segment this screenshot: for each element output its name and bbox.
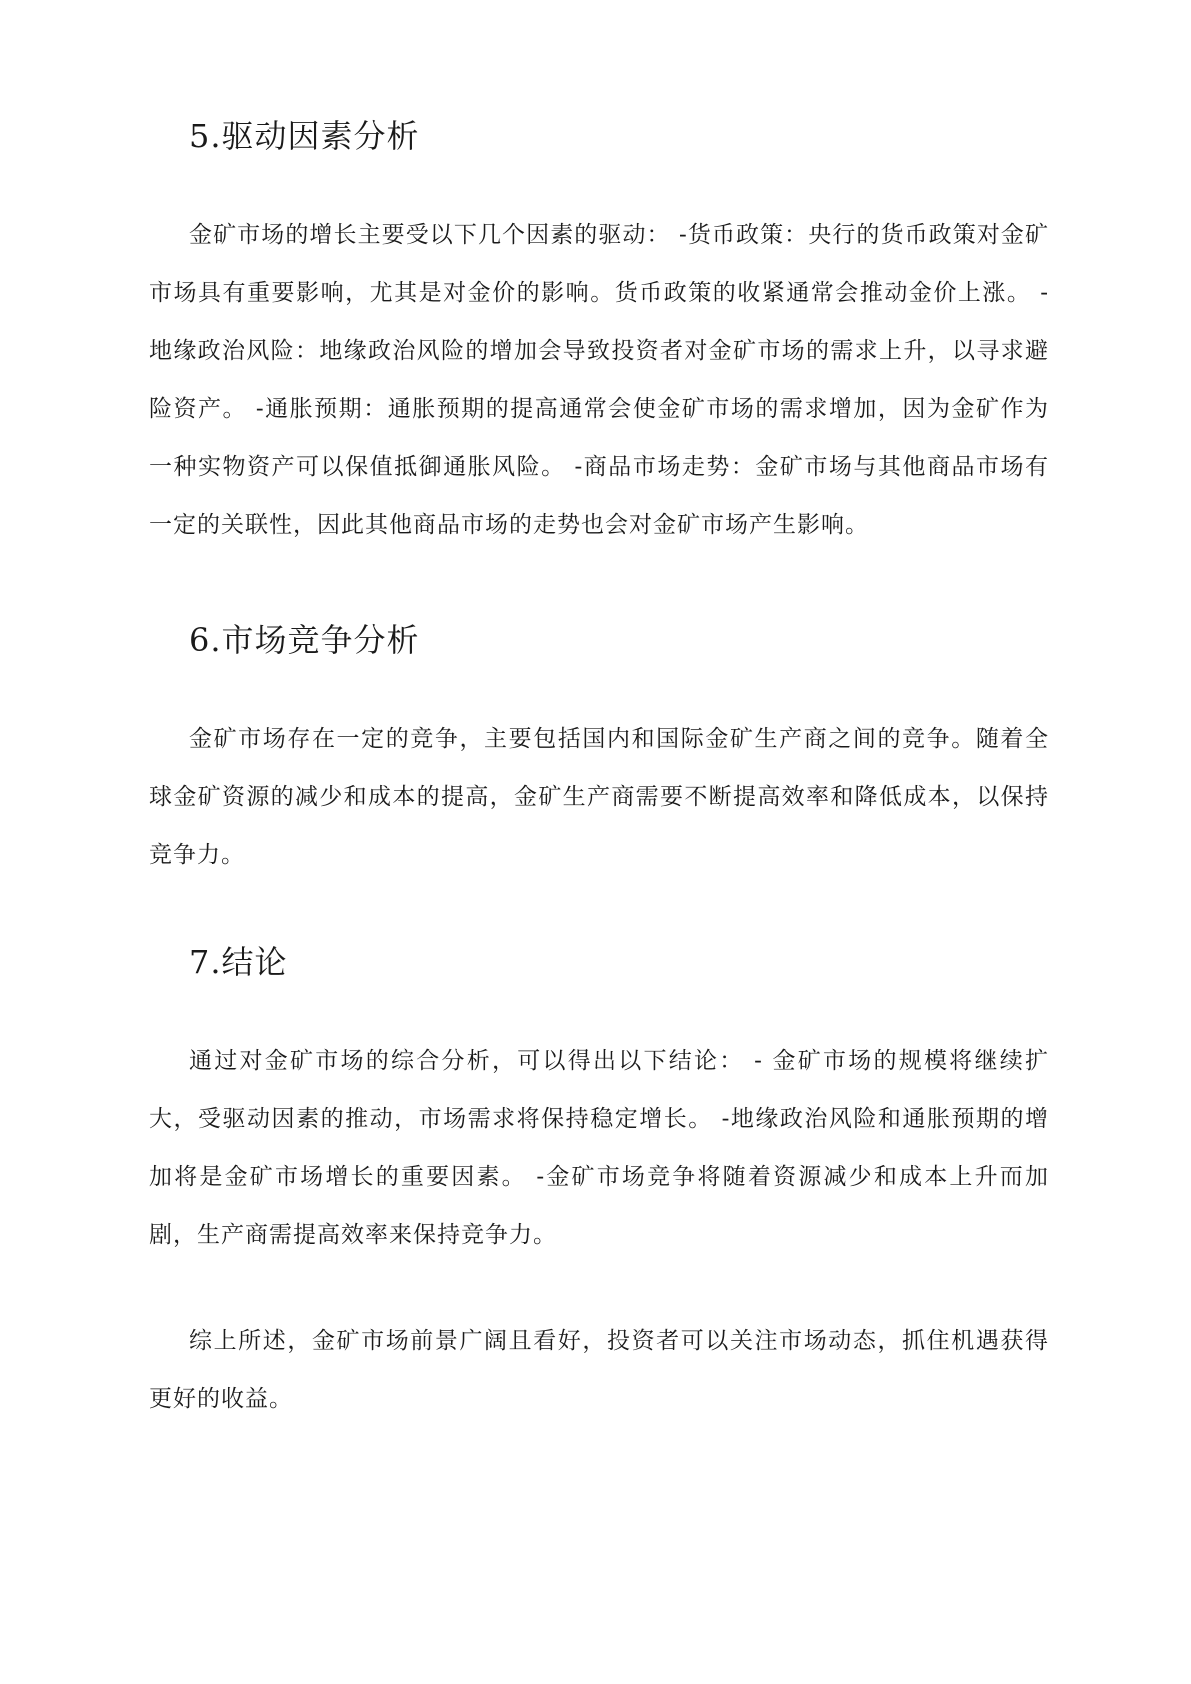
paragraph-competition: 金矿市场存在一定的竞争，主要包括国内和国际金矿生产商之间的竞争。随着全球金矿资源的减少和成本的提高，金矿生产商需要不断提高效率和降低成本，以保持竞争力。 bbox=[149, 726, 1049, 868]
section-heading-conclusion: 7.结论 bbox=[189, 943, 288, 981]
paragraph-conclusion: 通过对金矿市场的综合分析，可以得出以下结论： - 金矿市场的规模将继续扩大，受驱动因素的推动，市场需求将保持稳定增长。 -地缘政治风险和通胀预期的增加将是金矿市场增长的重要因素。 -金矿市场竞争将随着资源减少和成本上升而加剧，生产商需提高效率来保持竞争力。 bbox=[149, 1048, 1049, 1248]
section-heading-drivers: 5.驱动因素分析 bbox=[189, 117, 420, 155]
section-heading-competition: 6.市场竞争分析 bbox=[189, 621, 420, 659]
paragraph-drivers: 金矿市场的增长主要受以下几个因素的驱动： -货币政策：央行的货币政策对金矿市场具有重要影响，尤其是对金价的影响。货币政策的收紧通常会推动金价上涨。 -地缘政治风险：地缘政治风险的增加会导致投资者对金矿市场的需求上升，以寻求避险资产。 -通胀预期：通胀预期的提高通常会使金矿市场的需求增加，因为金矿作为一种实物资产可以保值抵御通胀风险。 -商品市场走势：金矿市场与其他商品市场有一定的关联性，因此其他商品市场的走势也会对金矿市场产生影响。 bbox=[149, 222, 1049, 538]
paragraph-summary: 综上所述，金矿市场前景广阔且看好，投资者可以关注市场动态，抓住机遇获得更好的收益。 bbox=[149, 1328, 1049, 1412]
